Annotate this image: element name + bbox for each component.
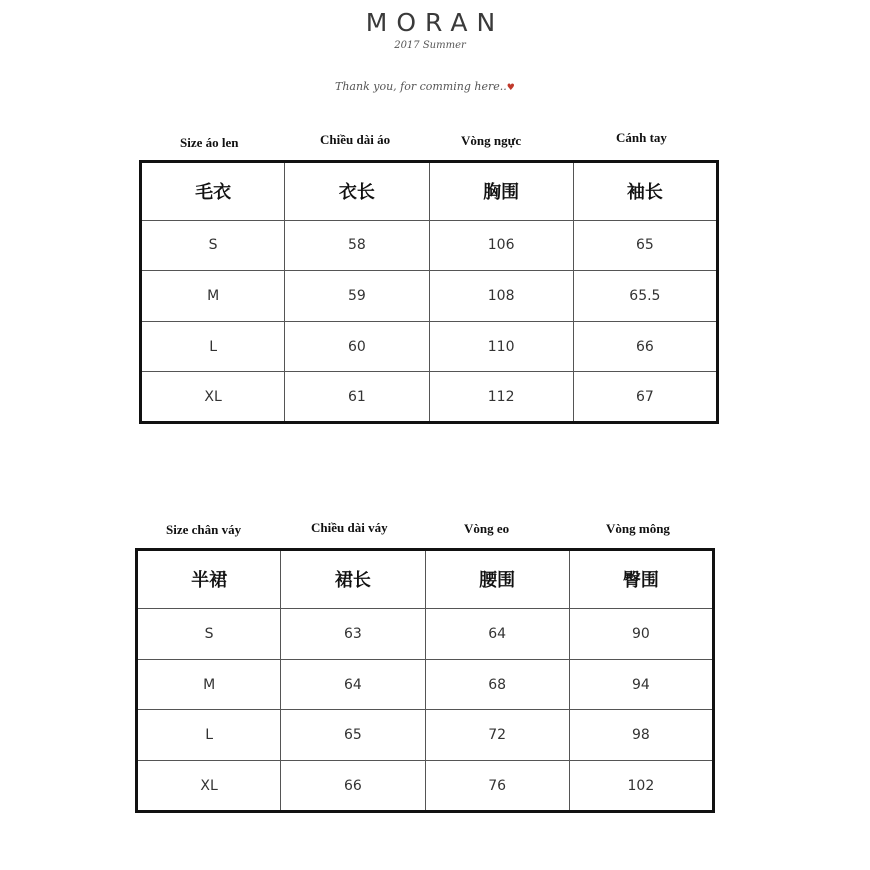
brand-season: 2017 Summer xyxy=(394,40,466,51)
skirt-title-length: Chiều dài váy xyxy=(311,520,388,535)
table-header-row xyxy=(137,550,714,609)
table-cell: 112 xyxy=(429,372,573,423)
table-cell: 90 xyxy=(569,608,713,659)
table-cell: 58 xyxy=(285,220,429,271)
table-cell: 76 xyxy=(425,761,569,812)
table-row xyxy=(137,608,714,659)
table-cell: 65.5 xyxy=(573,271,717,322)
table-row xyxy=(141,372,718,423)
table-cell: 98 xyxy=(569,710,713,761)
sweater-title-chest: Vòng ngực xyxy=(461,133,522,148)
table-cell: XL xyxy=(141,372,285,423)
table-row xyxy=(141,321,718,372)
skirt-title-waist: Vòng eo xyxy=(464,521,510,536)
table-row xyxy=(137,710,714,761)
table-cell: M xyxy=(137,659,281,710)
skirt-title-hip: Vòng mông xyxy=(606,521,670,536)
table-cell: 66 xyxy=(573,321,717,372)
table-cell: 102 xyxy=(569,761,713,812)
table-cell: XL xyxy=(137,761,281,812)
header-cell: 臀围 xyxy=(569,550,713,609)
header-cell: 袖长 xyxy=(573,162,717,221)
sweater-size-table xyxy=(139,160,719,424)
table-cell: 110 xyxy=(429,321,573,372)
table-cell: 67 xyxy=(573,372,717,423)
table-cell: 64 xyxy=(281,659,425,710)
table-cell: 63 xyxy=(281,608,425,659)
sweater-title-size: Size áo len xyxy=(180,135,239,150)
header-cell: 腰围 xyxy=(425,550,569,609)
table-row xyxy=(137,659,714,710)
sweater-title-sleeve: Cánh tay xyxy=(616,130,667,145)
sweater-title-length: Chiều dài áo xyxy=(320,132,391,147)
table-row xyxy=(137,761,714,812)
table-row xyxy=(141,271,718,322)
table-cell: S xyxy=(141,220,285,271)
table-cell: 68 xyxy=(425,659,569,710)
heart-icon: ♥ xyxy=(506,83,515,93)
table-cell: 66 xyxy=(281,761,425,812)
thanks-text: Thank you, for comming here.. xyxy=(335,80,507,93)
table-cell: 72 xyxy=(425,710,569,761)
table-cell: 94 xyxy=(569,659,713,710)
table-cell: 108 xyxy=(429,271,573,322)
header-cell: 半裙 xyxy=(137,550,281,609)
table-cell: M xyxy=(141,271,285,322)
table-cell: 61 xyxy=(285,372,429,423)
table-row xyxy=(141,220,718,271)
table-cell: S xyxy=(137,608,281,659)
header-cell: 毛衣 xyxy=(141,162,285,221)
skirt-size-table xyxy=(135,548,715,813)
table-cell: 106 xyxy=(429,220,573,271)
table-cell: 59 xyxy=(285,271,429,322)
table-cell: 64 xyxy=(425,608,569,659)
table-cell: 60 xyxy=(285,321,429,372)
header-cell: 裙长 xyxy=(281,550,425,609)
header-cell: 胸围 xyxy=(429,162,573,221)
header-cell: 衣长 xyxy=(285,162,429,221)
table-cell: 65 xyxy=(573,220,717,271)
table-cell: L xyxy=(137,710,281,761)
table-cell: 65 xyxy=(281,710,425,761)
thanks-note xyxy=(335,80,515,93)
table-header-row xyxy=(141,162,718,221)
brand-name: MORAN xyxy=(365,8,505,37)
table-cell: L xyxy=(141,321,285,372)
skirt-title-size: Size chân váy xyxy=(166,522,242,537)
